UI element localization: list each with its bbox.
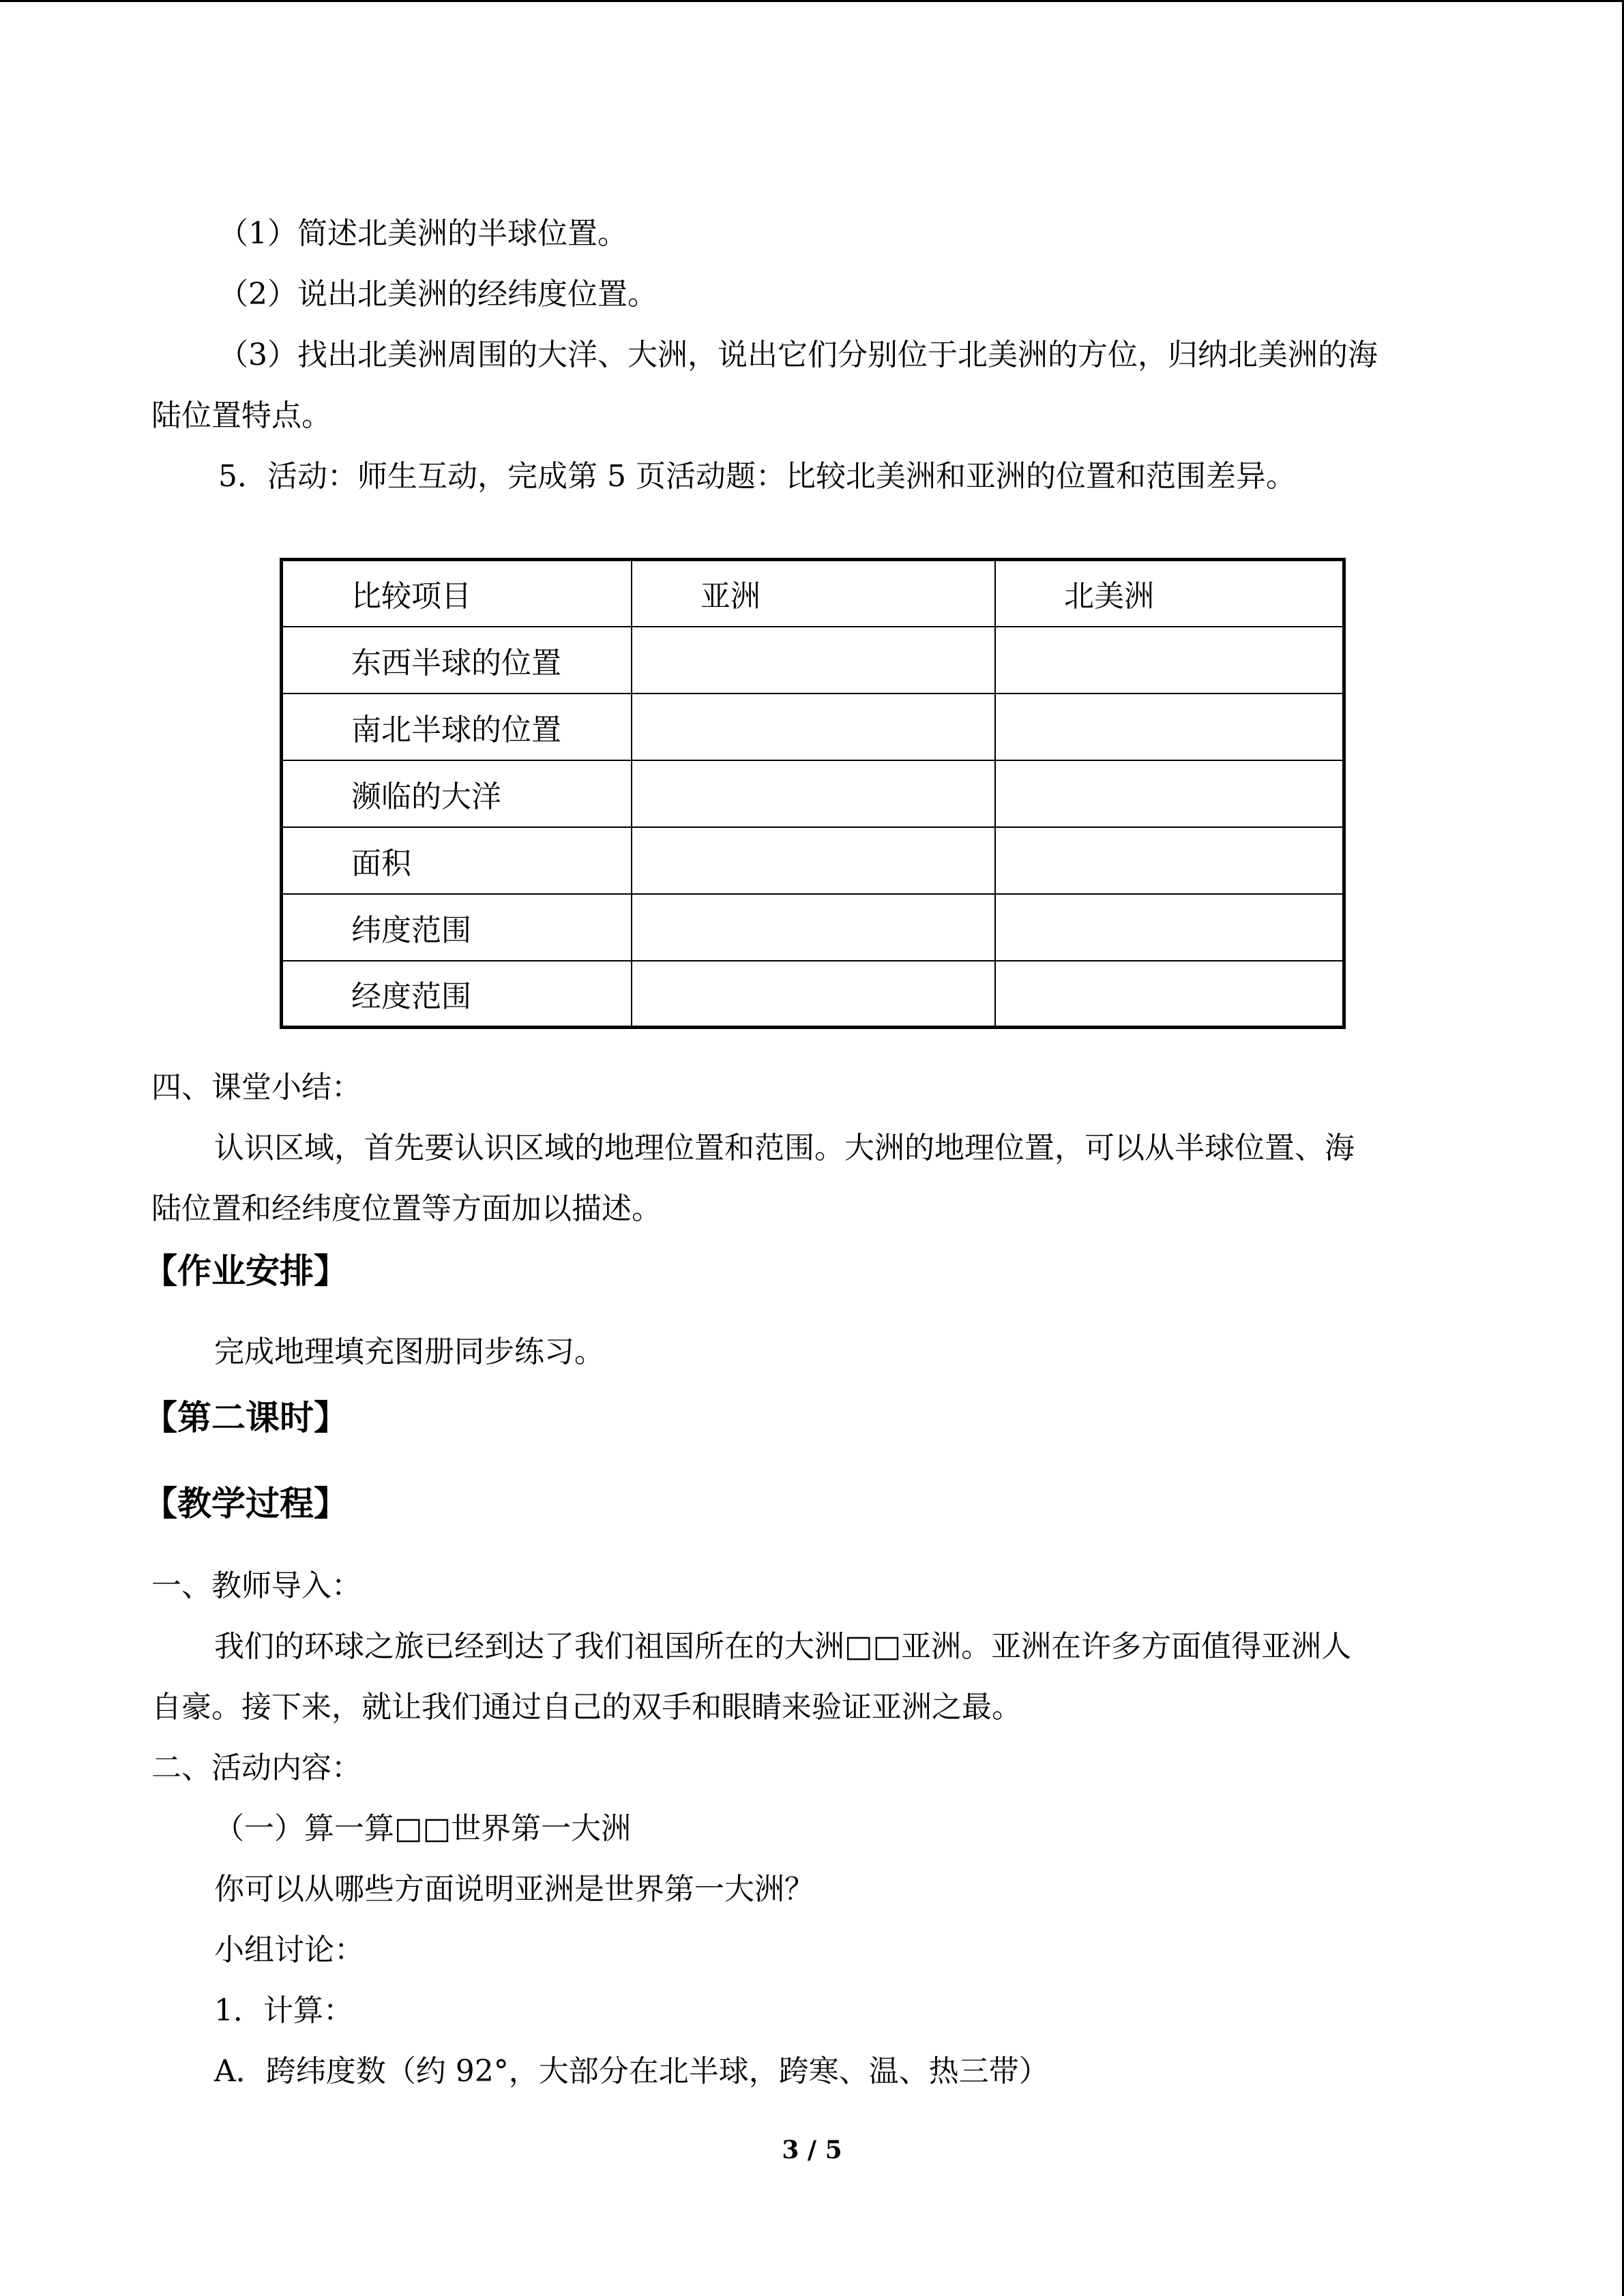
table-header-cell: 北美洲 (995, 560, 1344, 627)
table-cell: 面积 (282, 827, 632, 894)
table-cell (995, 694, 1344, 760)
question-2: （2）说出北美洲的经纬度位置。 (218, 277, 658, 312)
second-lesson-heading: 【第二课时】 (143, 1398, 348, 1437)
teaching-process-heading: 【教学过程】 (143, 1484, 348, 1523)
table-row (282, 961, 1344, 1028)
group-discussion: 小组讨论： (214, 1933, 364, 1967)
homework-heading: 【作业安排】 (143, 1251, 348, 1291)
table-cell (632, 961, 995, 1028)
table-row (282, 694, 1344, 760)
table-cell (632, 694, 995, 760)
homework-text: 完成地理填充图册同步练习。 (214, 1335, 604, 1369)
table-row (282, 894, 1344, 961)
calc-item: 1．计算： (214, 1993, 353, 2028)
table-cell: 纬度范围 (282, 894, 632, 961)
table-header-cell: 比较项目 (282, 560, 632, 627)
page-number: 3 / 5 (782, 2136, 842, 2164)
table-cell (995, 894, 1344, 961)
question-3-line-1: （3）找出北美洲周围的大洋、大洲，说出它们分别位于北美洲的方位，归纳北美洲的海 (218, 338, 1378, 372)
calc-item-a: A．跨纬度数（约 92°，大部分在北半球，跨寒、温、热三带） (214, 2054, 1049, 2089)
table-row (282, 627, 1344, 694)
table-cell (632, 760, 995, 827)
table-cell (995, 627, 1344, 694)
table-header-row (282, 560, 1344, 627)
question-3-line-2: 陆位置特点。 (151, 398, 331, 433)
summary-title: 四、课堂小结： (151, 1070, 361, 1105)
activity-item-5: 5．活动：师生互动，完成第 5 页活动题：比较北美洲和亚洲的位置和范围差异。 (218, 459, 1296, 494)
summary-line-2: 陆位置和经纬度位置等方面加以描述。 (151, 1191, 662, 1226)
intro-title: 一、教师导入： (151, 1568, 361, 1603)
intro-line-1: 我们的环球之旅已经到达了我们祖国所在的大洲□□亚洲。亚洲在许多方面值得亚洲人 (214, 1629, 1352, 1664)
table-cell: 濒临的大洋 (282, 760, 632, 827)
table-header-cell: 亚洲 (632, 560, 995, 627)
table-cell (995, 760, 1344, 827)
summary-line-1: 认识区域，首先要认识区域的地理位置和范围。大洲的地理位置，可以从半球位置、海 (214, 1131, 1355, 1165)
table-cell (632, 894, 995, 961)
table-cell (995, 827, 1344, 894)
table-cell: 南北半球的位置 (282, 694, 632, 760)
table-cell (632, 827, 995, 894)
table-cell: 东西半球的位置 (282, 627, 632, 694)
table-row (282, 760, 1344, 827)
intro-line-2: 自豪。接下来，就让我们通过自己的双手和眼睛来验证亚洲之最。 (151, 1690, 1022, 1725)
subsection-1: （一）算一算□□世界第一大洲 (214, 1811, 632, 1846)
activity-content-title: 二、活动内容： (151, 1750, 361, 1785)
table-cell: 经度范围 (282, 961, 632, 1028)
question-text: 你可以从哪些方面说明亚洲是世界第一大洲？ (214, 1872, 814, 1907)
table-cell (632, 627, 995, 694)
table-cell (995, 961, 1344, 1028)
page-border-top (0, 0, 1624, 2)
comparison-table (280, 558, 1346, 1029)
table-row (282, 827, 1344, 894)
question-1: （1）简述北美洲的半球位置。 (218, 216, 628, 251)
